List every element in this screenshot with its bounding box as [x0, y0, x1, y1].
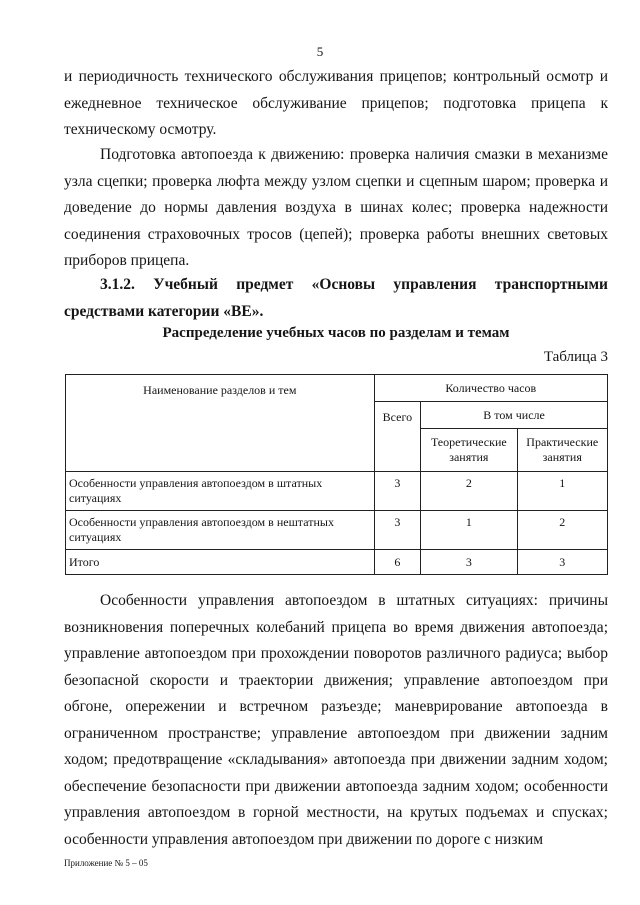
header-name: Наименование разделов и тем — [66, 375, 375, 472]
row-name: Особенности управления автопоездом в нештатных ситуациях — [66, 511, 375, 550]
row-name: Итого — [66, 550, 375, 575]
row-name: Особенности управления автопоездом в штатных ситуациях — [66, 472, 375, 511]
row-practice: 3 — [517, 550, 607, 575]
header-theory: Теоретические занятия — [421, 429, 517, 472]
table-row — [66, 511, 608, 550]
header-including: В том числе — [421, 402, 608, 429]
header-total: Всего — [374, 402, 421, 472]
table-header-row — [66, 375, 608, 402]
paragraph-maintenance: и периодичность технического обслуживания прицепов; контрольный осмотр и ежедневное техническое обслуживание прицепов; подготовка прицепа к техническому осмотру. — [64, 68, 608, 138]
row-theory: 1 — [421, 511, 517, 550]
header-quantity: Количество часов — [374, 375, 607, 402]
paragraph-standard-situations: Особенности управления автопоездом в штатных ситуациях: причины возникновения поперечных колебаний прицепа во время движения автопоезда; управление автопоездом при прохождении поворотов различного радиуса; выбор безопасной скорости и траектории движения; управление автопоездом при обгоне, опережении и встречном разъезде; маневрирование автопоезда в ограниченном пространстве; управление автопоездом при движении задним ходом; предотвращение «складывания» автопоезда при движении задним ходом; обеспечение безопасности при движении автопоезда задним ходом; особенности управления автопоездом в горной местности, на крутых подъемах и спусках; особенности управления автопоездом при движении по дороге с низким — [64, 592, 608, 848]
footer-appendix: Приложение № 5 – 05 — [64, 858, 148, 868]
row-practice: 1 — [517, 472, 607, 511]
table-title: Распределение учебных часов по разделам и темам — [162, 325, 510, 341]
table-row-total — [66, 550, 608, 575]
paragraph-preparation: Подготовка автопоезда к движению: проверка наличия смазки в механизме узла сцепки; проверка люфта между узлом сцепки и сцепным шаром; проверка и доведение до нормы давления воздуха в шинах колес; проверка надежности соединения страховочных тросов (цепей); проверка работы внешних световых приборов прицепа. — [64, 146, 608, 269]
table-row — [66, 472, 608, 511]
hours-table — [65, 374, 608, 575]
page-number: 5 — [316, 44, 324, 59]
table-number: Таблица 3 — [543, 349, 608, 365]
row-theory: 2 — [421, 472, 517, 511]
section-heading: 3.1.2. Учебный предмет «Основы управления транспортными средствами категории «ВЕ». — [64, 276, 608, 320]
row-total: 3 — [374, 472, 421, 511]
row-practice: 2 — [517, 511, 607, 550]
row-theory: 3 — [421, 550, 517, 575]
row-total: 6 — [374, 550, 421, 575]
row-total: 3 — [374, 511, 421, 550]
header-practice: Практические занятия — [517, 429, 607, 472]
